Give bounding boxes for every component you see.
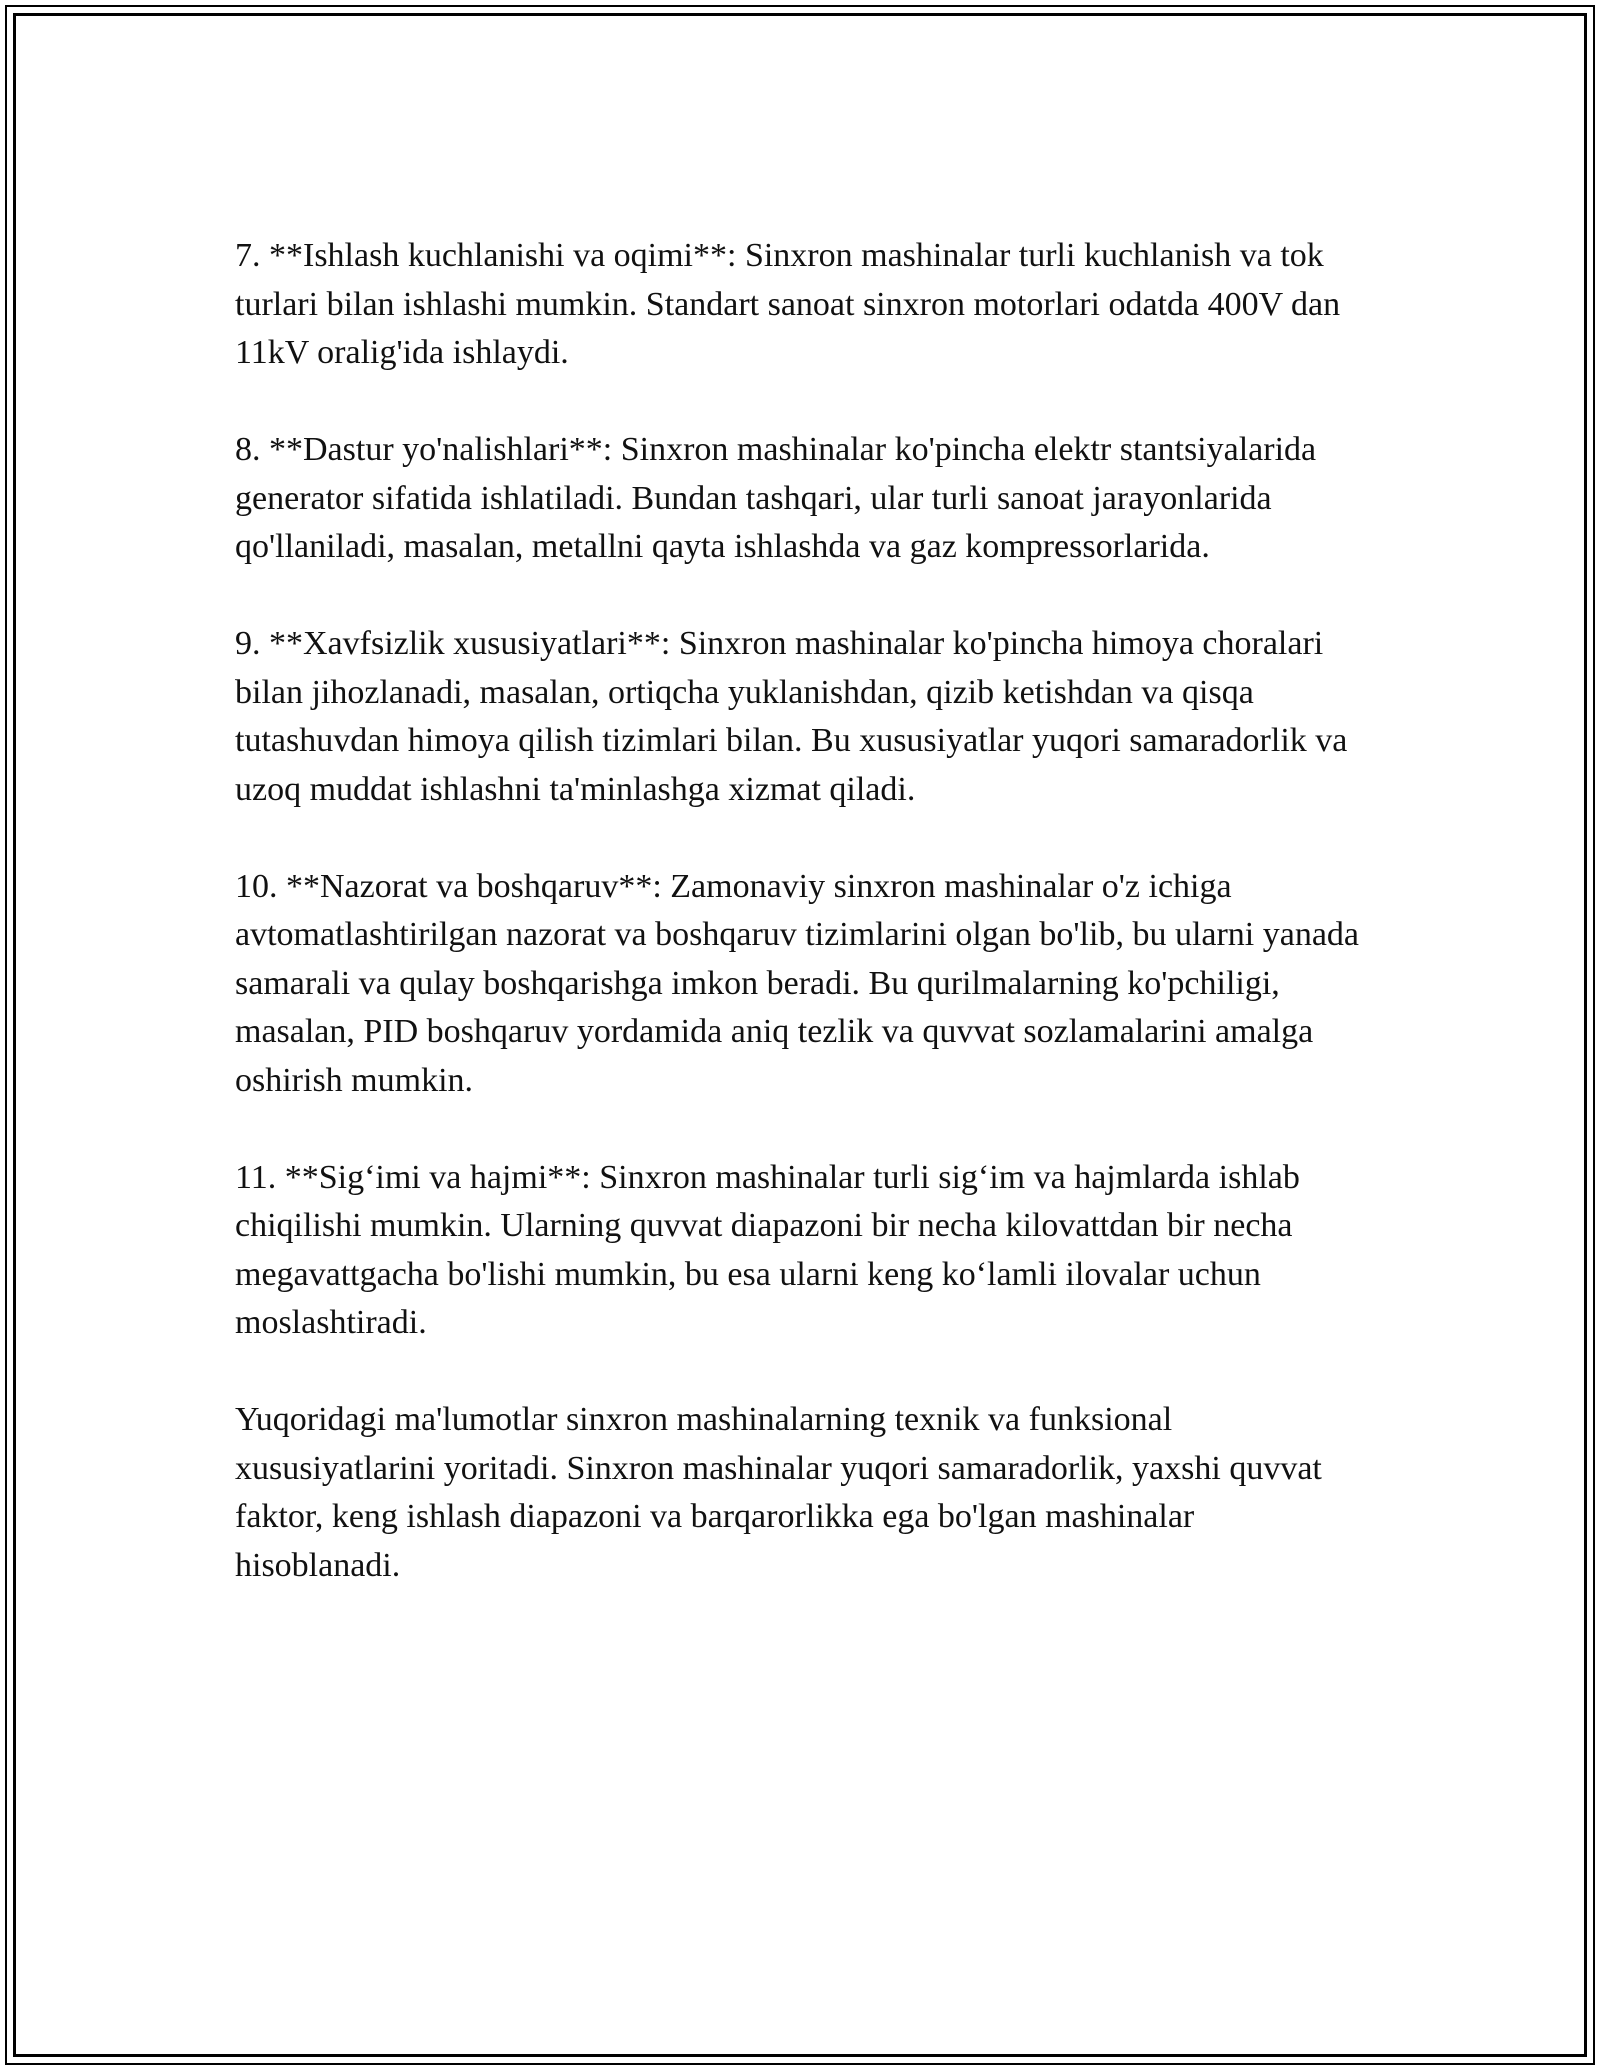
paragraph-item-11: 11. **Sig‘imi va hajmi**: Sinxron mashinalar turli sig‘im va hajmlarda ishlab chiqilishi mumkin. Ularning quvvat diapazoni bir necha kilovattdan bir necha megavattgacha bo'lishi mumkin, bu esa ularni keng ko‘lamli ilovalar uchun moslashtiradi. [235, 1158, 1300, 1341]
summary-paragraph: Yuqoridagi ma'lumotlar sinxron mashinalarning texnik va funksional xususiyatlarini yoritadi. Sinxron mashinalar yuqori samaradorlik, yaxshi quvvat faktor, keng ishlash diapazoni va barqarorlikka ega bo'lgan mashinalar hisoblanadi. [235, 1401, 1322, 1584]
paragraph-item-7: 7. **Ishlash kuchlanishi va oqimi**: Sinxron mashinalar turli kuchlanish va tok turlari bilan ishlashi mumkin. Standart sanoat sinxron motorlari odatda 400V dan 11kV oralig'ida ishlaydi. [235, 237, 1341, 371]
paragraph-item-10: 10. **Nazorat va boshqaruv**: Zamonaviy sinxron mashinalar o'z ichiga avtomatlashtirilgan nazorat va boshqaruv tizimlarini olgan bo'lib, bu ularni yanada samarali va qulay boshqarishga imkon beradi. Bu qurilmalarning ko'pchiligi, masalan, PID boshqaruv yordamida aniq tezlik va quvvat sozlamalarini amalga oshirish mumkin. [235, 867, 1360, 1099]
paragraph-item-9: 9. **Xavfsizlik xususiyatlari**: Sinxron mashinalar ko'pincha himoya choralari bilan jihozlanadi, masalan, ortiqcha yuklanishdan, qizib ketishdan va qisqa tutashuvdan himoya qilish tizimlari bilan. Bu xususiyatlar yuqori samaradorlik va uzoq muddat ishlashni ta'minlashga xizmat qiladi. [235, 625, 1348, 808]
paragraph-item-8: 8. **Dastur yo'nalishlari**: Sinxron mashinalar ko'pincha elektr stantsiyalarida generator sifatida ishlatiladi. Bundan tashqari, ular turli sanoat jarayonlarida qo'llaniladi, masalan, metallni qayta ishlashda va gaz kompressorlarida. [235, 431, 1317, 565]
document-body [235, 232, 1365, 1639]
